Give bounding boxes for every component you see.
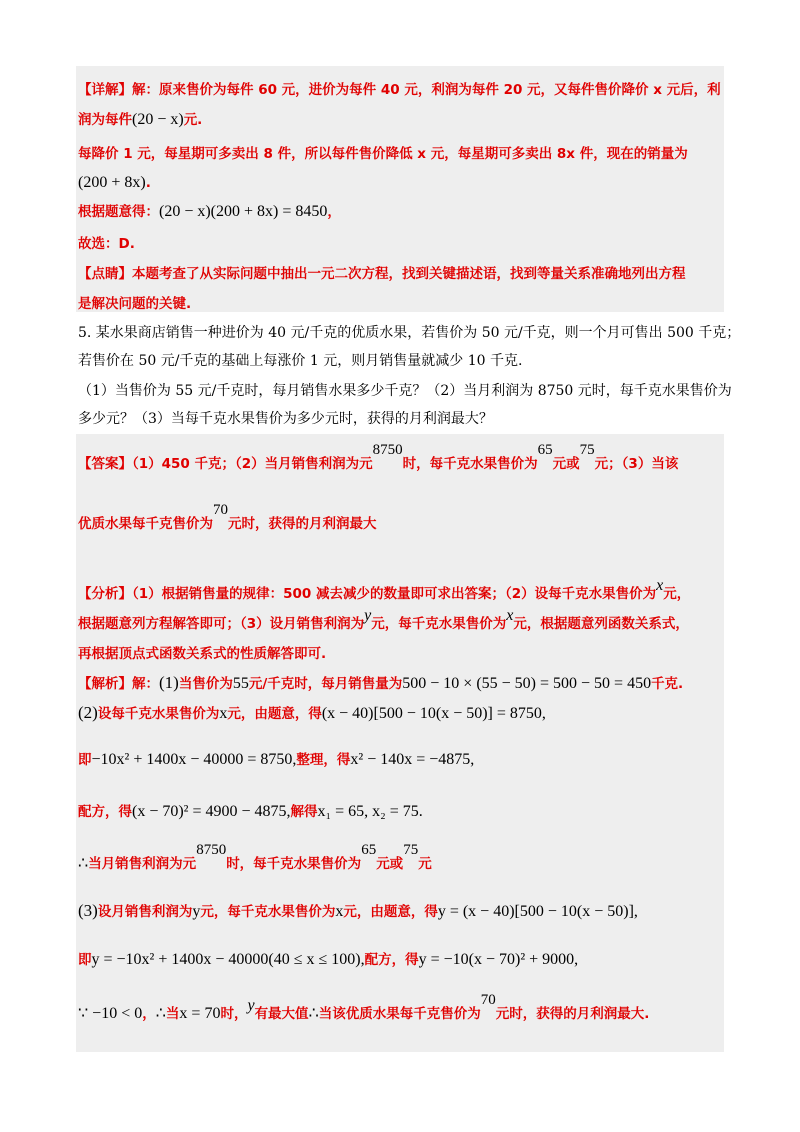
text-line [78, 842, 432, 873]
text-segment: ∴ [308, 1005, 319, 1022]
text-segment: 当售价为 [178, 676, 233, 692]
text-segment: 故选：D. [78, 236, 135, 252]
text-segment: 元时，获得的月利润最大 [228, 516, 377, 532]
text-line [78, 292, 191, 312]
text-segment: 元；（3）当该 [594, 456, 679, 472]
text-segment: x² − 140x = −4875, [350, 751, 475, 768]
text-segment: 75 [403, 842, 419, 858]
text-line [78, 577, 691, 603]
text-segment: 润为每件 [78, 112, 132, 128]
text-segment: 是解决问题的关键. [78, 296, 192, 312]
text-segment: 即 [78, 752, 92, 768]
text-segment: （1）当售价为 55 元/千克时，每月销售水果多少千克？（2）当月利润为 8750 元时，每千克水果售价为 [78, 383, 732, 399]
text-segment: 【解析】解： [78, 676, 159, 692]
text-line [78, 232, 135, 252]
text-segment: 千克. [651, 676, 684, 692]
text-segment: (x − 70)² = 4900 − 4875, [132, 803, 291, 820]
text-segment: 元. [183, 112, 203, 128]
text-segment: 每降价 1 元，每星期可多卖出 8 件，所以每件售价降低 x 元，每星期可多卖出 8x 件，现在的销量为 [78, 146, 688, 162]
text-segment: 设月销售利润为 [97, 904, 193, 920]
text-segment: 元，根据题意列函数关系式， [513, 616, 689, 632]
text-segment: 70 [213, 502, 228, 518]
text-segment: −10x² + 1400x − 40000 = 8750, [91, 751, 297, 768]
text-segment: 元， [663, 586, 691, 602]
text-segment: y [364, 607, 372, 624]
text-segment: 元时，获得的月利润最大. [495, 1006, 650, 1022]
text-segment: 多少元？（3）当每千克水果售价为多少元时，获得的月利润最大？ [78, 411, 493, 427]
text-segment: x [656, 577, 664, 594]
text-line [78, 142, 688, 162]
text-segment: x = 70 [179, 1005, 221, 1022]
text-line [78, 200, 341, 221]
text-segment: 有最大值 [254, 1006, 309, 1022]
text-segment: (200 + 8x) [78, 174, 146, 191]
text-segment: 根据题意得： [78, 204, 159, 220]
text-line [78, 442, 679, 473]
text-line [78, 262, 686, 282]
text-segment: 当 [165, 1006, 180, 1022]
text-segment: 65 [361, 842, 377, 858]
text-line [78, 702, 546, 723]
text-segment: 当该优质水果每千克售价为 [318, 1006, 481, 1022]
text-segment: x [335, 903, 344, 920]
text-segment: 设每千克水果售价为 [97, 706, 220, 722]
text-segment: 即 [78, 952, 92, 968]
text-segment: y [247, 997, 255, 1014]
text-line [78, 992, 650, 1023]
text-segment: 5. 某水果商店销售一种进价为 40 元/千克的优质水果，若售价为 50 元/千克，则一个月可售出 500 千克； [78, 325, 741, 341]
text-segment: ∴ [78, 855, 89, 872]
text-line [78, 748, 474, 769]
text-segment: 65 [537, 442, 553, 458]
text-line [78, 380, 732, 400]
text-segment: y = −10(x − 70)² + 9000, [418, 951, 579, 968]
text-segment: 元 [418, 856, 432, 872]
text-segment: 8750 [372, 442, 403, 458]
text-segment: 【分析】（1）根据销售量的规律：500 减去减少的数量即可求出答案；（2）设每千克水果售价为 [78, 586, 657, 602]
text-line [78, 322, 740, 342]
text-segment: 元，每千克水果售价为 [371, 616, 507, 632]
text-line [78, 948, 578, 969]
text-segment: (20 − x) [132, 111, 184, 128]
text-line [78, 672, 683, 693]
text-segment: x [219, 705, 228, 722]
text-segment: 再根据顶点式函数关系式的性质解答即可. [78, 646, 327, 662]
text-segment: 500 − 10 × (55 − 50) = 500 − 50 = 450 [402, 675, 652, 692]
text-segment: x [506, 607, 514, 624]
text-segment: (20 − x)(200 + 8x) = 8450 [159, 203, 328, 220]
text-segment: x₁ = 65, x₂ = 75. [317, 803, 423, 820]
text-segment: . [145, 175, 151, 191]
text-segment: 整理，得 [296, 752, 351, 768]
text-segment: 时，每千克水果售价为 [226, 856, 362, 872]
text-segment: 时，每千克水果售价为 [402, 456, 538, 472]
text-segment: 时， [220, 1006, 248, 1022]
text-segment: 配方，得 [78, 804, 132, 820]
text-segment: 配方，得 [364, 952, 419, 968]
text-line [78, 642, 326, 662]
text-segment: 当月销售利润为元 [88, 856, 197, 872]
text-line [78, 408, 493, 428]
text-segment: y [192, 903, 201, 920]
text-segment: 70 [480, 992, 496, 1008]
text-line [78, 350, 522, 370]
text-segment: 元/千克时，每月销售量为 [248, 676, 403, 692]
text-segment: 【详解】解：原来售价为每件 60 元，进价为每件 40 元，利润为每件 20 元，又每件售价降价 x 元后，利 [78, 82, 721, 98]
text-segment: 若售价在 50 元/千克的基础上每涨价 1 元，则月销售量就减少 10 千克. [78, 353, 523, 369]
text-segment: (1) [159, 673, 179, 692]
text-segment: ， [142, 1006, 156, 1022]
text-segment: (x − 40)[500 − 10(x − 50)] = 8750, [321, 705, 546, 722]
text-segment: 元，每千克水果售价为 [200, 904, 336, 920]
text-segment: 元，由题意，得 [227, 706, 322, 722]
text-line [78, 900, 638, 921]
text-segment: ， [327, 204, 341, 220]
text-segment: 解得 [290, 804, 318, 820]
text-segment: ∵ −10 < 0 [78, 1005, 143, 1022]
text-segment: y = −10x² + 1400x − 40000(40 ≤ x ≤ 100), [91, 951, 365, 968]
text-segment: (3) [78, 901, 98, 920]
text-line [78, 502, 377, 533]
text-line [78, 172, 151, 192]
text-line [78, 607, 689, 633]
text-line [78, 108, 202, 129]
text-segment: 55 [232, 675, 249, 692]
text-segment: ∴ [155, 1005, 166, 1022]
text-segment: (2) [78, 703, 98, 722]
text-line [78, 78, 721, 98]
text-segment: y = (x − 40)[500 − 10(x − 50)], [437, 903, 638, 920]
text-line [78, 800, 423, 821]
text-segment: 优质水果每千克售价为 [78, 516, 213, 532]
text-segment: 8750 [196, 842, 227, 858]
text-segment: 【答案】（1）450 千克；（2）当月销售利润为元 [78, 456, 373, 472]
text-segment: 元或 [376, 856, 404, 872]
text-segment: 元，由题意，得 [343, 904, 438, 920]
text-segment: 【点睛】本题考查了从实际问题中抽出一元二次方程，找到关键描述语，找到等量关系准确地列出方程 [78, 266, 686, 282]
text-segment: 根据题意列方程解答即可；（3）设月销售利润为 [78, 616, 365, 632]
text-segment: 元或 [552, 456, 580, 472]
text-segment: 75 [579, 442, 595, 458]
